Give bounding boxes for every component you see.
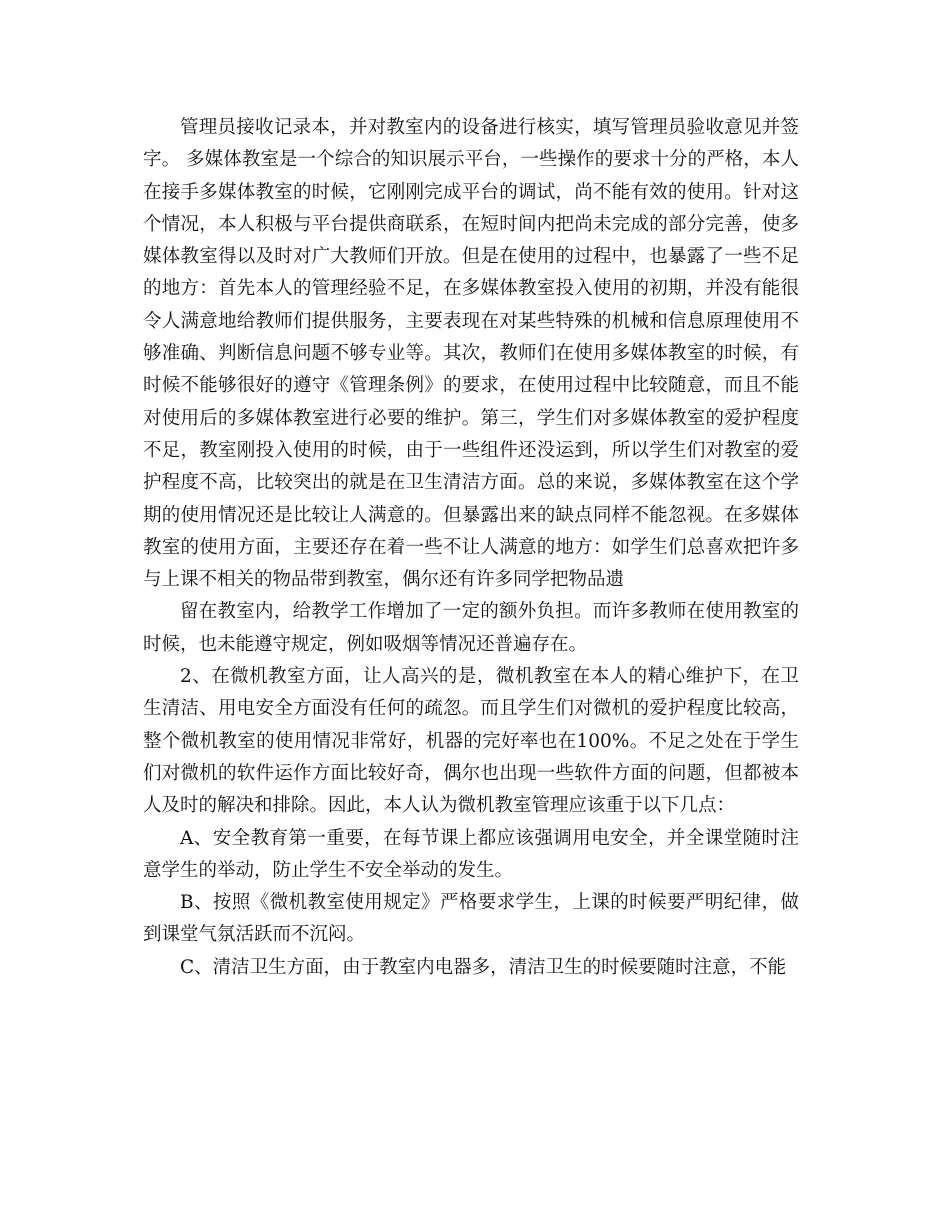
paragraph-point-a: A、安全教育第一重要，在每节课上都应该强调用电安全，并全课堂随时注意学生的举动，防止学生不安全举动的发生。 <box>143 827 799 881</box>
paragraph-multimedia-classroom: 管理员接收记录本，并对教室内的设备进行核实，填写管理员验收意见并签字。 多媒体教室是一个综合的知识展示平台，一些操作的要求十分的严格，本人在接手多媒体教室的时候，它刚刚完成平台的调试，尚不能有效的使用。针对这个情况，本人积极与平台提供商联系，在短时间内把尚未完成的部分完善，使多媒体教室得以及时对广大教师们开放。但是在使用的过程中，也暴露了一些不足的地方：首先本人的管理经验不足，在多媒体教室投入使用的初期，并没有能很令人满意地给教师们提供服务，主要表现在对某些特殊的机械和信息原理使用不够准确、判断信息问题不够专业等。其次，教师们在使用多媒体教室的时候，有时候不能够很好的遵守《管理条例》的要求，在使用过程中比较随意，而且不能对使用后的多媒体教室进行必要的维护。第三，学生们对多媒体教室的爱护程度不足，教室刚投入使用的时候，由于一些组件还没运到，所以学生们对教室的爱护程度不高，比较突出的就是在卫生清洁方面。总的来说，多媒体教室在这个学期的使用情况还是比较让人满意的。但暴露出来的缺点同样不能忽视。在多媒体教室的使用方面，主要还存在着一些不让人满意的地方：如学生们总喜欢把许多与上课不相关的物品带到教室，偶尔还有许多同学把物品遗 <box>143 117 799 591</box>
paragraph-computer-lab: 2、在微机教室方面，让人高兴的是，微机教室在本人的精心维护下，在卫生清洁、用电安全方面没有任何的疏忽。而且学生们对微机的爱护程度比较高，整个微机教室的使用情况非常好，机器的完好率也在100%。不足之处在于学生们对微机的软件运作方面比较好奇，偶尔也出现一些软件方面的问题，但都被本人及时的解决和排除。因此，本人认为微机教室管理应该重于以下几点： <box>143 666 799 817</box>
paragraph-point-c: C、清洁卫生方面，由于教室内电器多，清洁卫生的时候要随时注意，不能 <box>180 956 787 978</box>
document-body <box>143 112 799 984</box>
paragraph-continuation: 留在教室内，给教学工作增加了一定的额外负担。而许多教师在使用教室的时候，也未能遵守规定，例如吸烟等情况还普遍存在。 <box>143 601 799 655</box>
paragraph-point-b: B、按照《微机教室使用规定》严格要求学生，上课的时候要严明纪律，做到课堂气氛活跃而不沉闷。 <box>143 892 799 946</box>
